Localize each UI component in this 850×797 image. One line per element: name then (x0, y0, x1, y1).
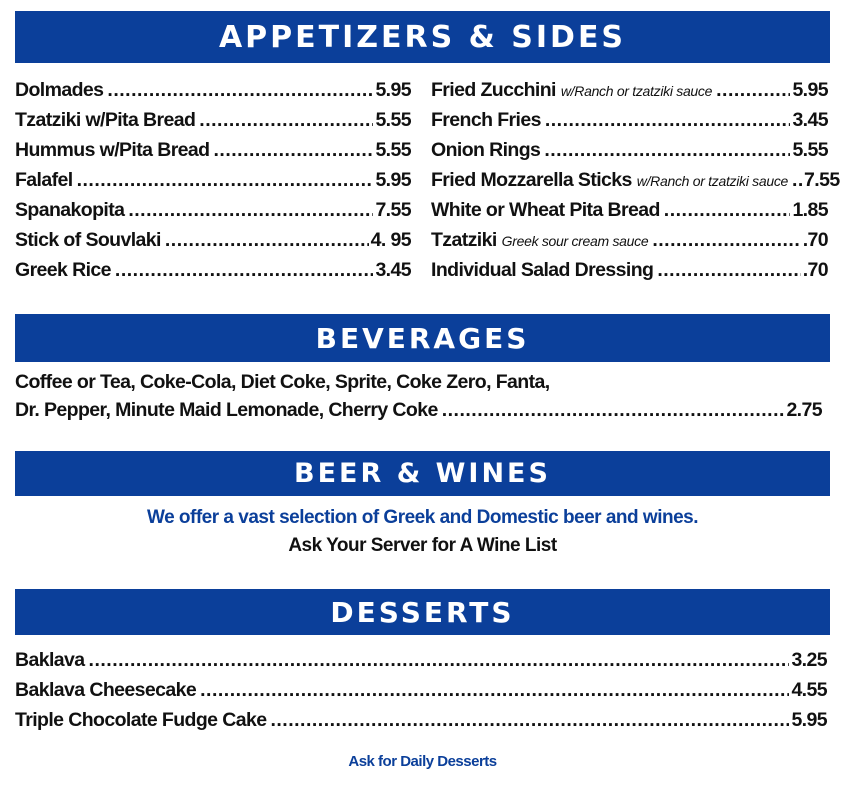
menu-item-row (15, 165, 411, 195)
item-price: .70 (802, 259, 828, 281)
item-price: 3.45 (375, 259, 411, 281)
dot-leader (716, 75, 790, 105)
menu-item-row (431, 255, 828, 285)
desserts-title: DESSERTS (330, 595, 515, 629)
menu-item-row (15, 195, 411, 225)
dot-leader (270, 705, 789, 735)
wine-list-note: Ask Your Server for A Wine List (288, 535, 557, 556)
item-price: .70 (802, 229, 828, 251)
dot-leader (77, 165, 374, 195)
dot-leader (442, 395, 785, 425)
dot-leader (652, 225, 800, 255)
item-note: w/Ranch or tzatziki sauce (560, 83, 713, 99)
dot-leader (544, 135, 790, 165)
beverages-line-1: Coffee or Tea, Coke-Cola, Diet Coke, Sprite, Coke Zero, Fanta, (15, 371, 550, 393)
item-price: 5.55 (792, 139, 828, 161)
item-name: Greek Rice (15, 259, 111, 281)
item-name: White or Wheat Pita Bread (431, 199, 660, 221)
item-price: 7.55 (804, 169, 840, 191)
dot-leader (89, 645, 790, 675)
item-name: Individual Salad Dressing (431, 259, 654, 281)
beverages-price: 2.75 (786, 399, 822, 421)
dot-leader (165, 225, 369, 255)
menu-item-row (431, 225, 828, 255)
menu-item-row (431, 75, 828, 105)
menu-item-row (15, 225, 411, 255)
item-name: Tzatziki (431, 229, 497, 251)
item-name: Tzatziki w/Pita Bread (15, 109, 196, 131)
menu-item-row (431, 105, 828, 135)
menu-item-row (431, 135, 828, 165)
dot-leader (107, 75, 373, 105)
dot-leader (664, 195, 791, 225)
item-price: 3.25 (791, 649, 827, 671)
item-name: Baklava (15, 649, 85, 671)
item-name: Hummus w/Pita Bread (15, 139, 210, 161)
item-price: 4.55 (791, 679, 827, 701)
dot-leader (545, 105, 791, 135)
menu-item-row (15, 105, 411, 135)
beverages-title: BEVERAGES (315, 321, 530, 355)
beverages-banner (15, 314, 830, 362)
item-name: Fried Mozzarella Sticks (431, 169, 632, 191)
item-name: Fried Zucchini (431, 79, 556, 101)
dot-leader (657, 255, 800, 285)
desserts-banner (15, 589, 830, 635)
menu-item-row (431, 165, 840, 195)
item-name: Dolmades (15, 79, 104, 101)
item-price: 3.45 (792, 109, 828, 131)
item-price: 4. 95 (370, 229, 411, 251)
beer-wines-title: BEER & WINES (294, 458, 551, 489)
dot-leader (199, 105, 373, 135)
item-note: w/Ranch or tzatziki sauce (636, 173, 789, 189)
menu-item-row (15, 75, 411, 105)
item-price: 5.95 (792, 79, 828, 101)
menu-item-row (431, 195, 828, 225)
item-price: 5.95 (791, 709, 827, 731)
item-name: Baklava Cheesecake (15, 679, 197, 701)
item-name: Stick of Souvlaki (15, 229, 161, 251)
item-price: 5.95 (375, 169, 411, 191)
item-price: 5.55 (375, 109, 411, 131)
menu-item-row (15, 645, 827, 675)
appetizers-title: APPETIZERS & SIDES (218, 19, 627, 55)
menu-item-row (15, 705, 827, 735)
item-price: 5.55 (375, 139, 411, 161)
dot-leader (213, 135, 373, 165)
dot-leader (128, 195, 373, 225)
beverages-line-2: Dr. Pepper, Minute Maid Lemonade, Cherry Coke (15, 399, 438, 421)
item-name: Onion Rings (431, 139, 541, 161)
item-price: 7.55 (375, 199, 411, 221)
menu-item-row (15, 135, 411, 165)
menu-item-row (15, 255, 411, 285)
menu-item-row (15, 675, 827, 705)
beverages-price-row (15, 395, 822, 425)
daily-desserts-note: Ask for Daily Desserts (348, 753, 497, 770)
item-price: 5.95 (375, 79, 411, 101)
beer-wines-offer: We offer a vast selection of Greek and Domestic beer and wines. (146, 507, 698, 528)
dot-leader (115, 255, 374, 285)
dot-leader (200, 675, 789, 705)
beer-wines-banner (15, 451, 830, 496)
item-name: French Fries (431, 109, 541, 131)
appetizers-banner (15, 11, 830, 63)
item-name: Triple Chocolate Fudge Cake (15, 709, 267, 731)
item-note: Greek sour cream sauce (501, 233, 649, 249)
item-name: Falafel (15, 169, 73, 191)
item-price: 1.85 (792, 199, 828, 221)
dot-leader (792, 165, 802, 195)
item-name: Spanakopita (15, 199, 125, 221)
